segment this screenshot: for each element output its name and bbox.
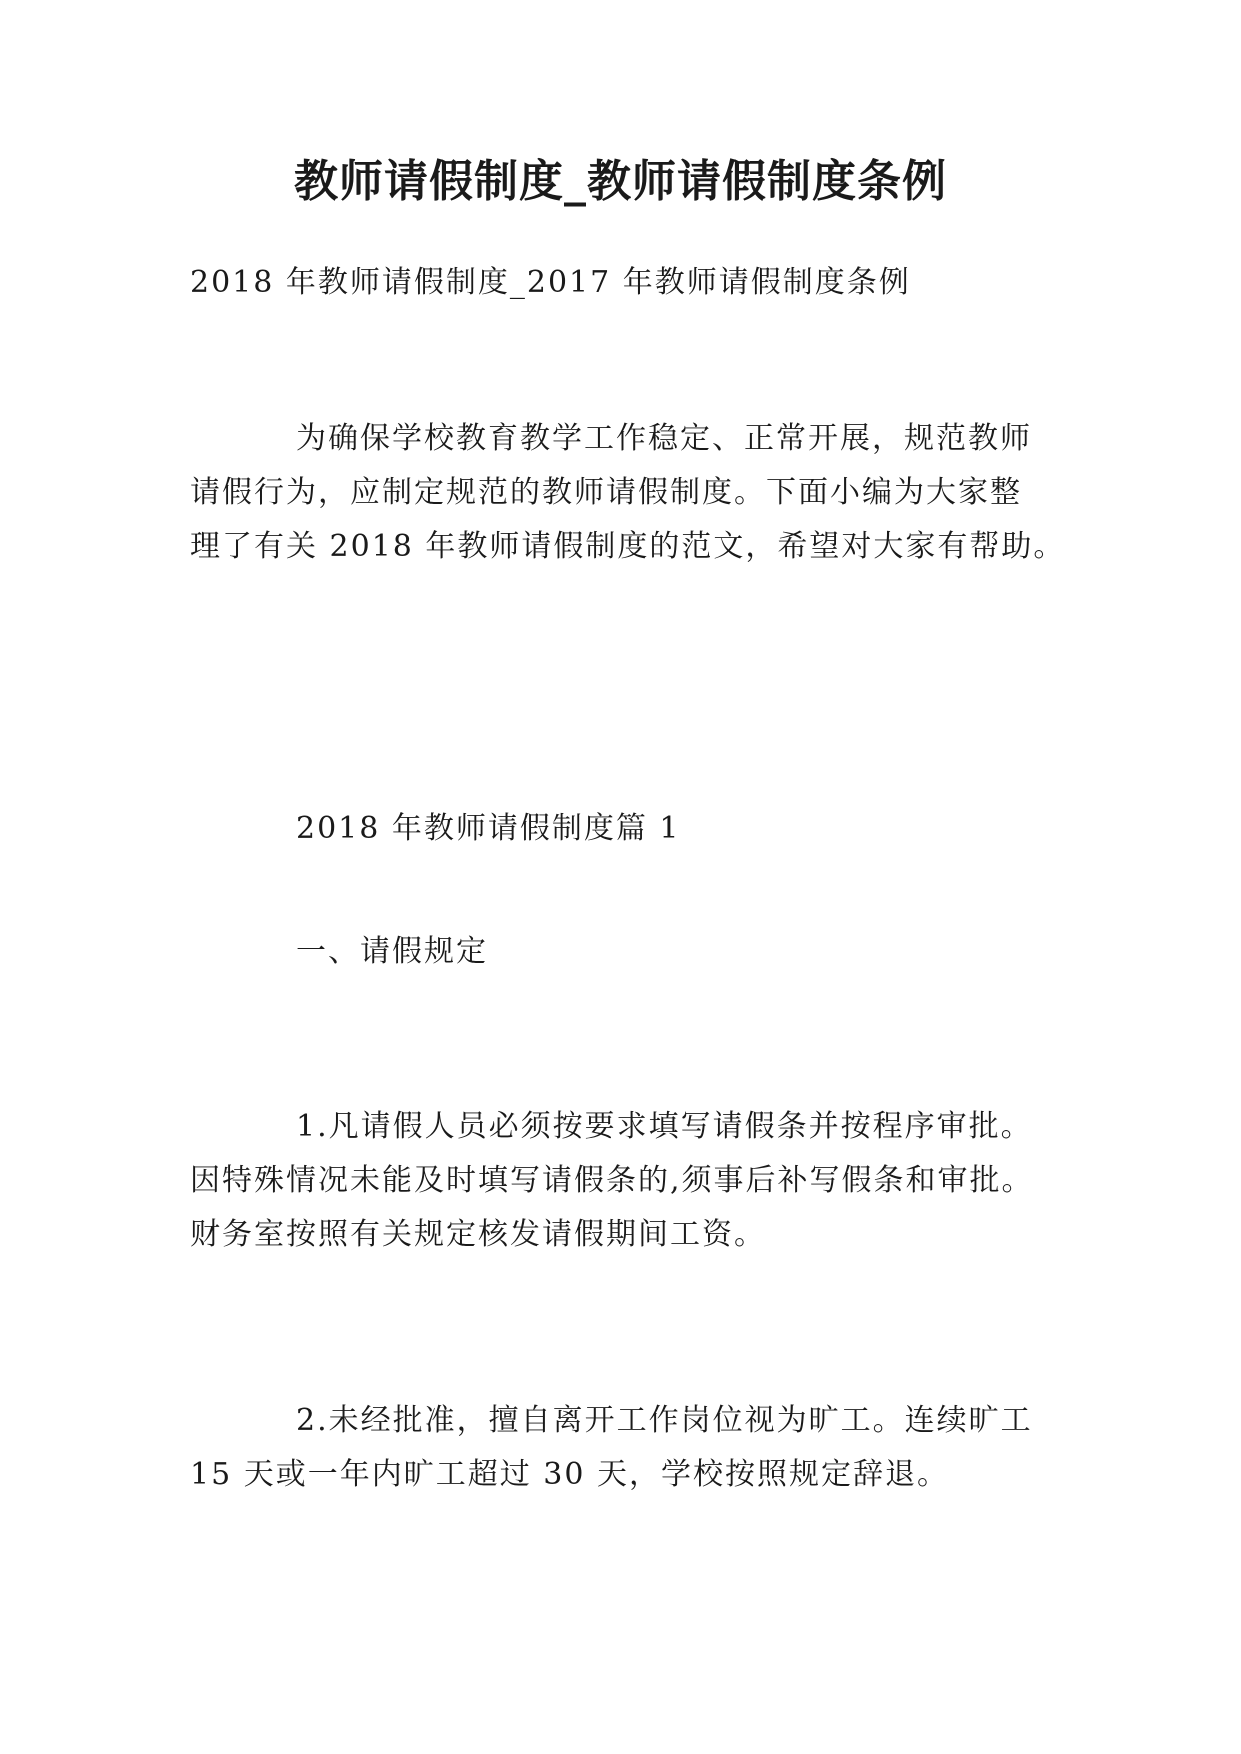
intro-paragraph <box>190 412 1066 574</box>
item-1-line-1: 1.凡请假人员必须按要求填写请假条并按程序审批。 <box>296 1109 1033 1144</box>
item-2-paragraph <box>190 1394 1050 1502</box>
section-heading: 2018 年教师请假制度篇 1 <box>296 811 681 846</box>
item-1-paragraph <box>190 1100 1050 1262</box>
item-1-line-3: 财务室按照有关规定核发请假期间工资。 <box>190 1217 766 1252</box>
document-title: 教师请假制度_教师请假制度条例 <box>294 156 947 207</box>
intro-line-1: 为确保学校教育教学工作稳定、正常开展，规范教师 <box>296 421 1032 456</box>
item-2-line-2: 15 天或一年内旷工超过 30 天，学校按照规定辞退。 <box>190 1457 949 1492</box>
intro-line-3: 理了有关 2018 年教师请假制度的范文，希望对大家有帮助。 <box>190 529 1066 564</box>
item-2-line-1: 2.未经批准，擅自离开工作岗位视为旷工。连续旷工 <box>296 1403 1033 1438</box>
intro-line-2: 请假行为，应制定规范的教师请假制度。下面小编为大家整 <box>190 475 1022 510</box>
document-subtitle: 2018 年教师请假制度_2017 年教师请假制度条例 <box>190 265 911 300</box>
item-1-line-2: 因特殊情况未能及时填写请假条的,须事后补写假条和审批。 <box>190 1163 1034 1198</box>
subsection-heading: 一、请假规定 <box>296 934 488 969</box>
